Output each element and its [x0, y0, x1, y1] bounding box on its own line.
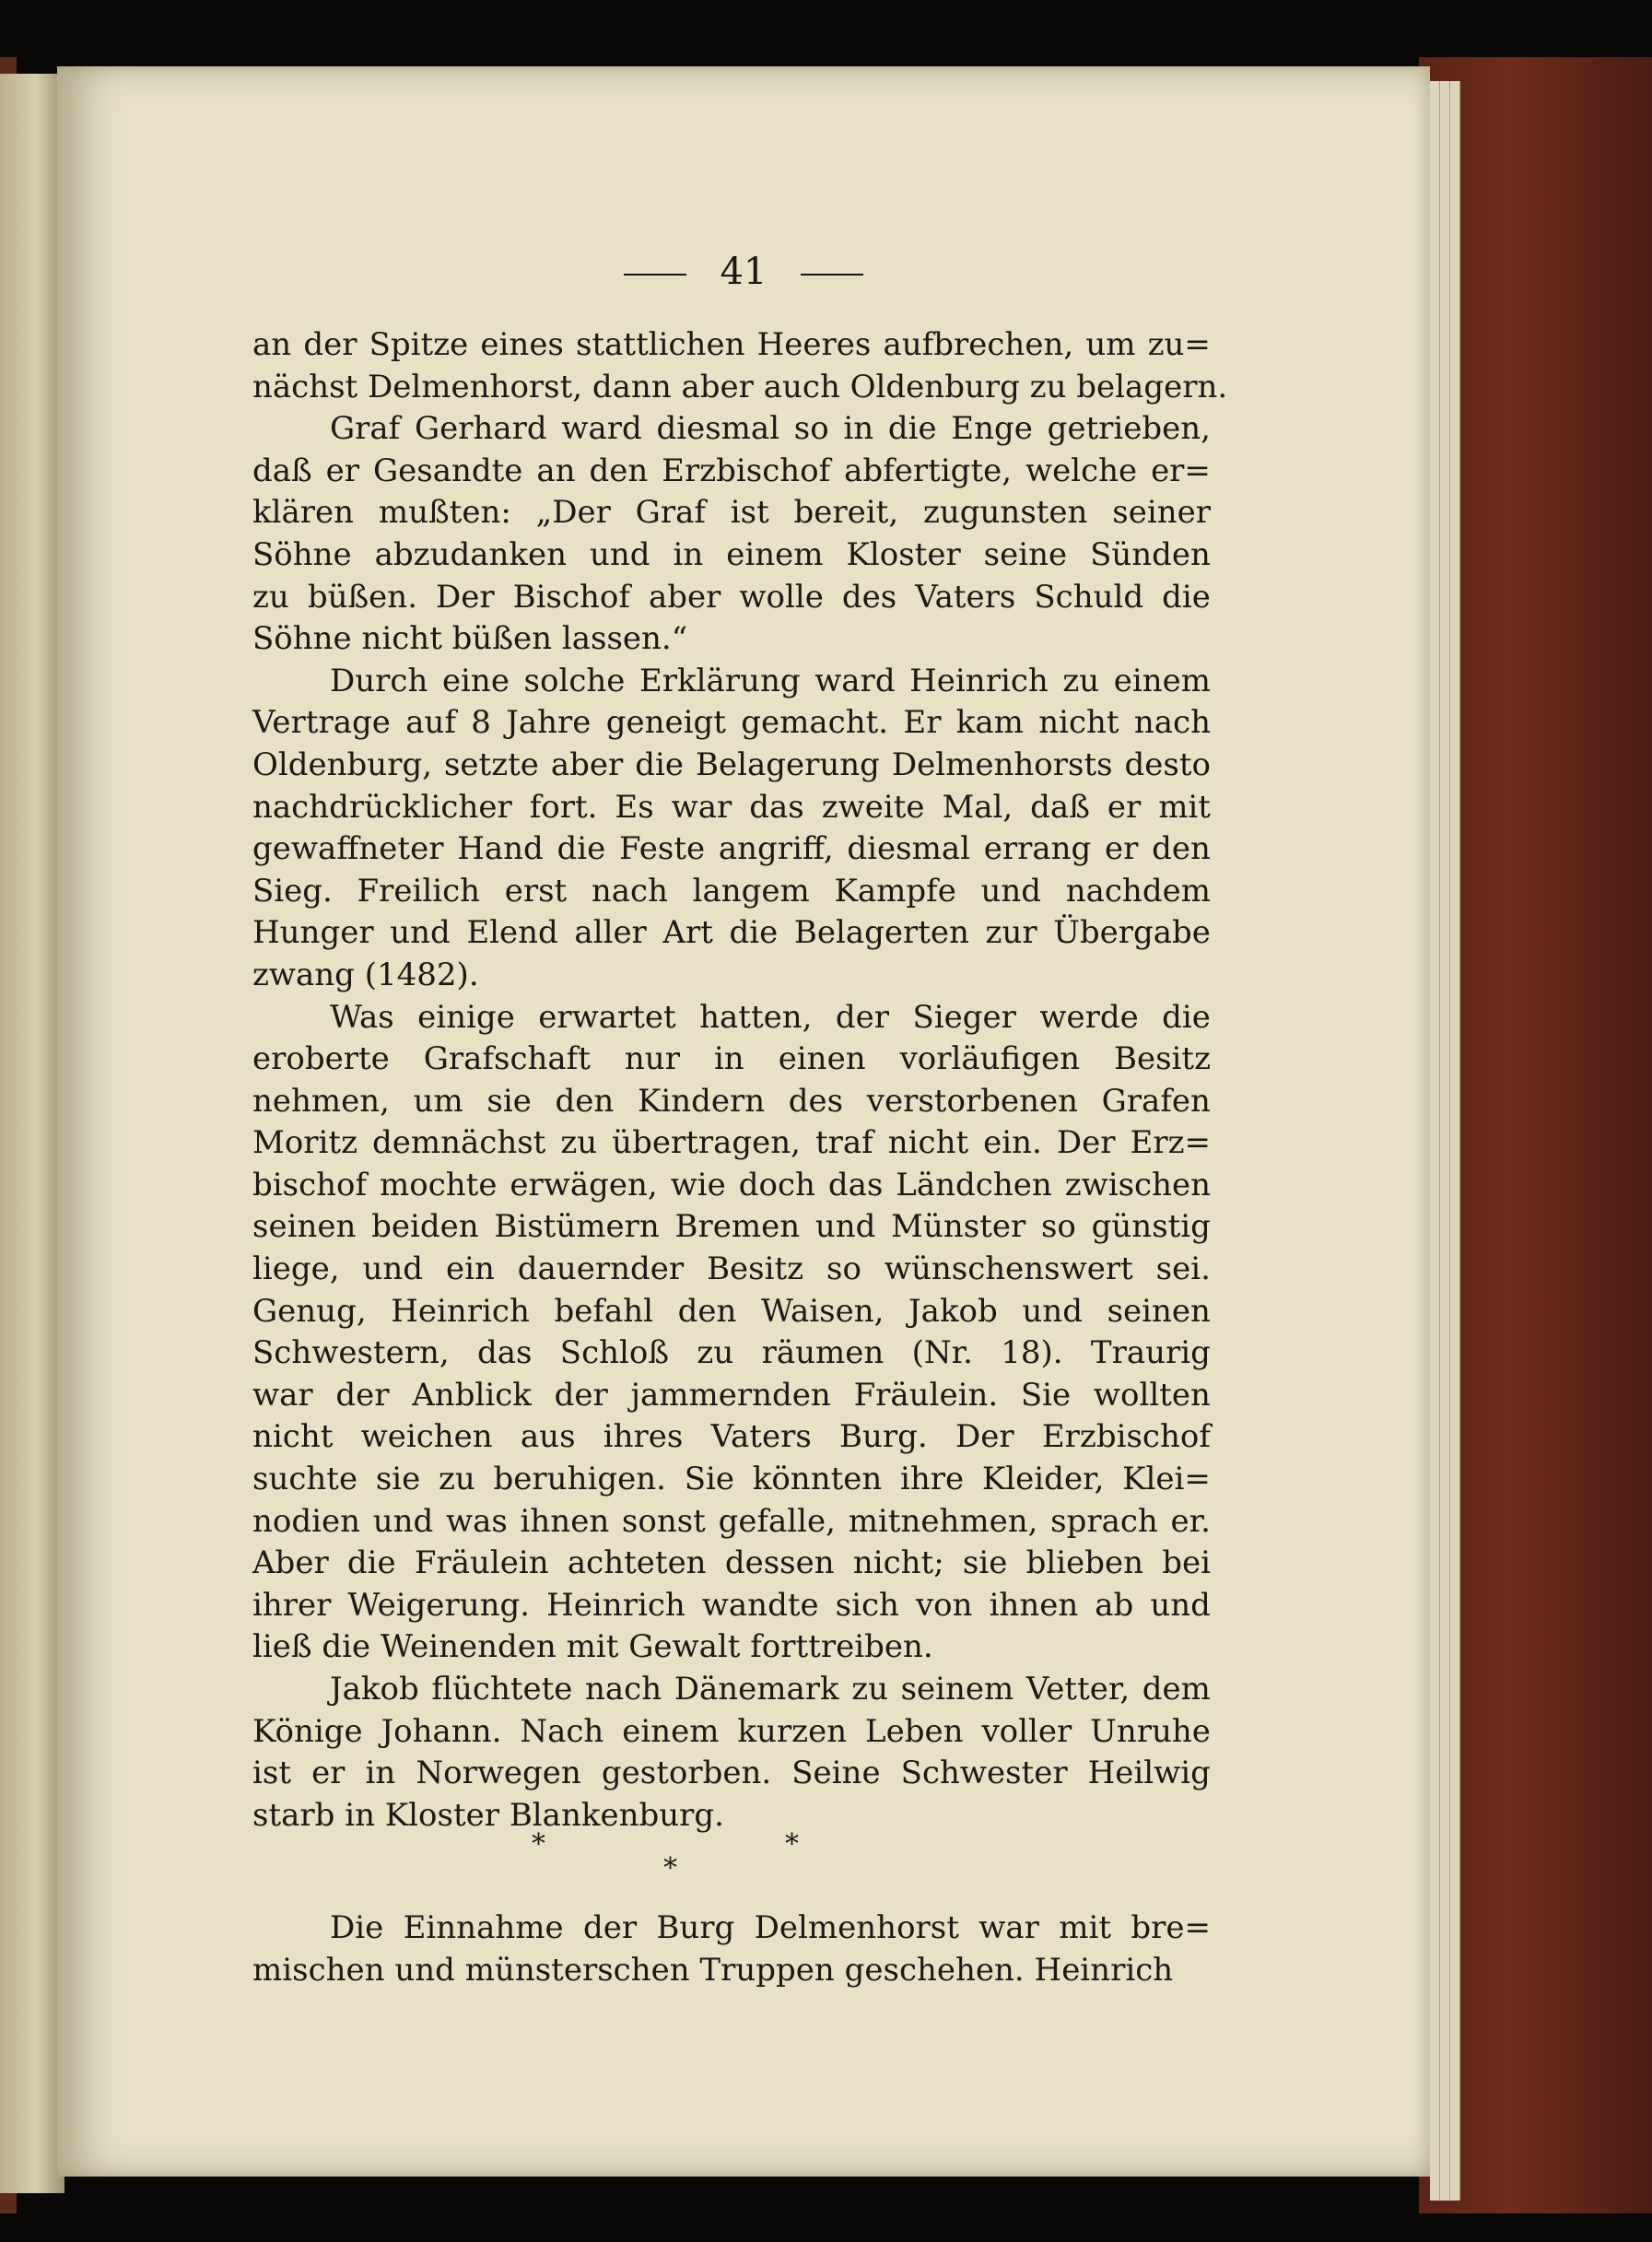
separator-star: * [663, 1852, 677, 1884]
text-line: liege, und ein dauernder Besitz so wünschenswert sei. [252, 1250, 1211, 1288]
text-line: Oldenburg, setzte aber die Belagerung Delmenhorsts desto [252, 745, 1211, 783]
page-body-text-continued [252, 1907, 1211, 1991]
page-stack-edge [1450, 81, 1460, 2201]
text-line: Schwestern, das Schloß zu räumen (Nr. 18). Traurig [252, 1334, 1211, 1372]
text-line: seinen beiden Bistümern Bremen und Münster so günstig [252, 1208, 1211, 1246]
facing-page-edge [0, 74, 64, 2193]
text-line: nachdrücklicher fort. Es war das zweite Mal, daß er mit [252, 788, 1211, 826]
text-line: gewaffneter Hand die Feste angriff, diesmal errang er den [252, 830, 1211, 868]
text-line: Sieg. Freilich erst nach langem Kampfe und nachdem [252, 872, 1211, 910]
text-line: Vertrage auf 8 Jahre geneigt gemacht. Er kam nicht nach [252, 704, 1211, 742]
text-line: daß er Gesandte an den Erzbischof abfertigte, welche er= [252, 452, 1211, 489]
text-line: ihrer Weigerung. Heinrich wandte sich von ihnen ab und [252, 1586, 1211, 1624]
text-line: Söhne nicht büßen lassen.“ [252, 620, 688, 658]
text-line: klären mußten: „Der Graf ist bereit, zugunsten seiner [252, 494, 1211, 532]
text-line: Söhne abzudanken und in einem Kloster seine Sünden [252, 535, 1211, 573]
text-line: an der Spitze eines stattlichen Heeres aufbrechen, um zu= [252, 326, 1211, 363]
separator-star: * [532, 1828, 545, 1861]
text-line: Könige Johann. Nach einem kurzen Leben voller Unruhe [252, 1712, 1211, 1750]
text-line: zu büßen. Der Bischof aber wolle des Vaters Schuld die [252, 578, 1211, 616]
separator-star: * [785, 1828, 799, 1861]
text-line: suchte sie zu beruhigen. Sie könnten ihre Kleider, Klei= [252, 1461, 1211, 1498]
page-body-text [252, 324, 1228, 1837]
book-page [57, 66, 1430, 2177]
text-line: ließ die Weinenden mit Gewalt forttreiben. [252, 1628, 933, 1666]
text-line: zwang (1482). [252, 956, 479, 993]
text-line: Moritz demnächst zu übertragen, traf nicht ein. Der Erz= [252, 1124, 1211, 1162]
text-line: eroberte Grafschaft nur in einen vorläufigen Besitz [252, 1040, 1211, 1078]
text-line: war der Anblick der jammernden Fräulein. Sie wollten [252, 1376, 1211, 1414]
text-line: Genug, Heinrich befahl den Waisen, Jakob und seinen [252, 1292, 1211, 1330]
text-line: mischen und münsterschen Truppen geschehen. Heinrich [252, 1951, 1174, 1989]
text-line: Aber die Fräulein achteten dessen nicht; sie blieben bei [252, 1544, 1211, 1582]
text-line: nehmen, um sie den Kindern des verstorbenen Grafen [252, 1082, 1211, 1120]
text-line: Jakob flüchtete nach Dänemark zu seinem Vetter, dem [330, 1671, 1211, 1708]
text-line: bischof mochte erwägen, wie doch das Ländchen zwischen [252, 1166, 1211, 1203]
text-line: Graf Gerhard ward diesmal so in die Enge getrieben, [330, 410, 1211, 448]
text-line: Die Einnahme der Burg Delmenhorst war mit bre= [330, 1909, 1211, 1946]
header-dash-right [801, 274, 863, 276]
text-line: nächst Delmenhorst, dann aber auch Oldenburg zu belagern. [252, 368, 1228, 405]
text-line: ist er in Norwegen gestorben. Seine Schwester Heilwig [252, 1755, 1211, 1792]
text-line: nicht weichen aus ihres Vaters Burg. Der Erzbischof [252, 1418, 1211, 1456]
text-line: Was einige erwartet hatten, der Sieger werde die [330, 998, 1211, 1036]
text-line: starb in Kloster Blankenburg. [252, 1796, 724, 1834]
page-header [57, 251, 1430, 293]
text-line: Hunger und Elend aller Art die Belagerten zur Übergabe [252, 914, 1211, 952]
text-line: Durch eine solche Erklärung ward Heinrich zu einem [330, 662, 1211, 699]
page-stack-edge [1440, 81, 1450, 2201]
text-line: nodien und was ihnen sonst gefalle, mitnehmen, sprach er. [252, 1502, 1211, 1540]
page-number: 41 [720, 251, 767, 293]
header-dash-left [624, 274, 686, 276]
page-stack-edge [1430, 81, 1440, 2201]
section-separator [57, 1828, 1430, 1884]
